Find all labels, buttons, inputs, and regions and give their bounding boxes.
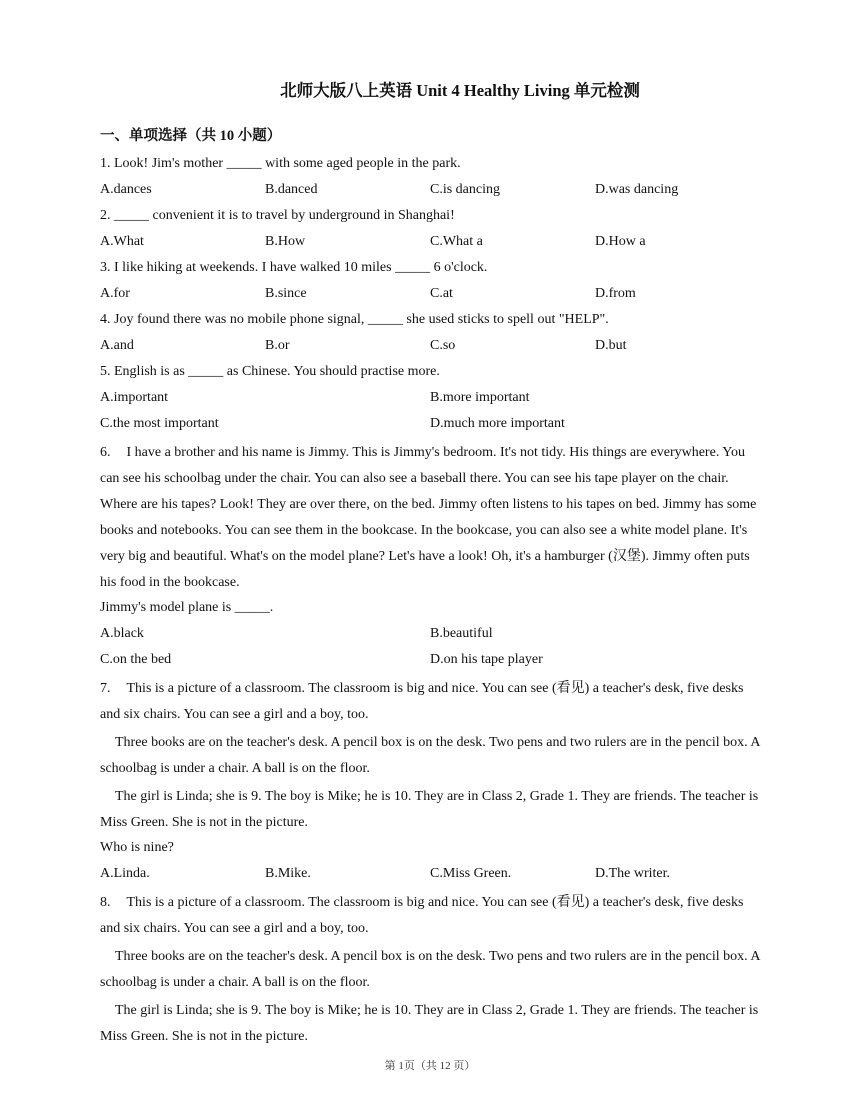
option-b: B.Mike. (265, 866, 311, 881)
option-b: B.or (265, 338, 290, 353)
option-a: A.important (100, 390, 169, 405)
question-number: 7. (100, 681, 111, 696)
page-title: 北师大版八上英语 Unit 4 Healthy Living 单元检测 (280, 81, 640, 100)
option-a: A.Linda. (100, 866, 150, 881)
option-b: B.beautiful (430, 626, 493, 641)
option-a: A.and (100, 338, 134, 353)
page-footer: 第 1页（共 12 页） (384, 1060, 476, 1072)
question-4-stem: 4. Joy found there was no mobile phone signal, _____ she used sticks to spell out "HELP". (100, 312, 609, 327)
option-c: C.is dancing (430, 182, 500, 197)
question-7-options (100, 864, 762, 884)
option-b: B.How (265, 234, 306, 249)
option-a: A.for (100, 286, 130, 301)
question-8-paragraph-3: The girl is Linda; she is 9. The boy is Mike; he is 10. They are in Class 2, Grade 1. They are friends. The teacher is Miss Green. She is not in the picture. (100, 1003, 759, 1044)
question-7-paragraph-2: Three books are on the teacher's desk. A pencil box is on the desk. Two pens and two rulers are in the pencil box. A schoolbag is under a chair. A ball is on the floor. (100, 735, 760, 776)
option-c: C.at (430, 286, 453, 301)
option-a: A.dances (100, 182, 152, 197)
option-c: C.Miss Green. (430, 866, 512, 881)
question-6-passage (100, 440, 762, 596)
question-7-stem: Who is nine? (100, 840, 174, 855)
option-c: C.so (430, 338, 456, 353)
question-6-options-row2 (100, 650, 762, 670)
question-3-stem: 3. I like hiking at weekends. I have walked 10 miles _____ 6 o'clock. (100, 260, 488, 275)
page-content (100, 80, 762, 1052)
section-heading: 一、单项选择（共 10 小题） (100, 128, 282, 144)
question-5-stem: 5. English is as _____ as Chinese. You should practise more. (100, 364, 440, 379)
option-c: C.What a (430, 234, 483, 249)
question-2-stem: 2. _____ convenient it is to travel by underground in Shanghai! (100, 208, 455, 223)
option-d: D.How a (595, 234, 646, 249)
question-8-paragraph-1 (100, 890, 762, 942)
option-b: B.more important (430, 390, 530, 405)
question-6-stem: Jimmy's model plane is _____. (100, 600, 274, 615)
question-5-options-row1 (100, 388, 762, 408)
option-a: A.black (100, 626, 144, 641)
option-c: C.the most important (100, 416, 219, 431)
question-5-options-row2 (100, 414, 762, 434)
question-8-paragraph-2: Three books are on the teacher's desk. A pencil box is on the desk. Two pens and two rulers are in the pencil box. A schoolbag is under a chair. A ball is on the floor. (100, 949, 760, 990)
question-3-options (100, 284, 762, 304)
question-7-paragraph-3: The girl is Linda; she is 9. The boy is Mike; he is 10. They are in Class 2, Grade 1. They are friends. The teacher is Miss Green. She is not in the picture. (100, 789, 759, 830)
option-d: D.but (595, 338, 627, 353)
passage-text: This is a picture of a classroom. The classroom is big and nice. You can see (看见) a teacher's desk, five desks and six chairs. You can see a girl and a boy, too. (100, 895, 744, 936)
passage-text: I have a brother and his name is Jimmy. This is Jimmy's bedroom. It's not tidy. His things are everywhere. You can see his schoolbag under the chair. You can also see a baseball there. You can see his tape player on the chair. Where are his tapes? Look! They are over there, on the bed. Jimmy often listens to his tapes on bed. Jimmy has some books and notebooks. You can see them in the bookcase. In the bookcase, you can also see a white model plane. It's very big and beautiful. What's on the model plane? Let's have a look! Oh, it's a hamburger (汉堡). Jimmy often puts his food in the bookcase. (100, 445, 757, 590)
option-d: D.from (595, 286, 636, 301)
option-d: D.on his tape player (430, 652, 543, 667)
option-c: C.on the bed (100, 652, 172, 667)
option-b: B.danced (265, 182, 318, 197)
question-1-options (100, 180, 762, 200)
option-d: D.The writer. (595, 866, 671, 881)
question-6-options-row1 (100, 624, 762, 644)
option-d: D.was dancing (595, 182, 679, 197)
passage-text: This is a picture of a classroom. The classroom is big and nice. You can see (看见) a teacher's desk, five desks and six chairs. You can see a girl and a boy, too. (100, 681, 744, 722)
option-d: D.much more important (430, 416, 565, 431)
question-4-options (100, 336, 762, 356)
question-2-options (100, 232, 762, 252)
question-number: 6. (100, 445, 111, 460)
question-number: 8. (100, 895, 111, 910)
question-7-paragraph-1 (100, 676, 762, 728)
question-1-stem: 1. Look! Jim's mother _____ with some aged people in the park. (100, 156, 461, 171)
option-a: A.What (100, 234, 144, 249)
option-b: B.since (265, 286, 307, 301)
